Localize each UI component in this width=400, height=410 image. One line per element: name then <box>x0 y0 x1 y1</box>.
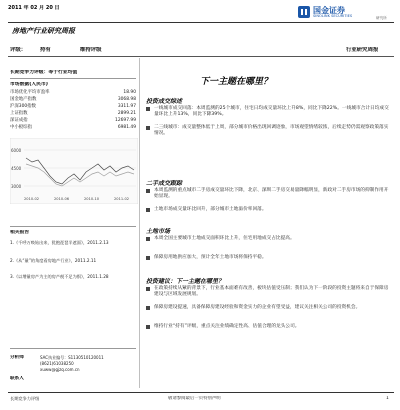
market-data-row <box>10 90 136 96</box>
market-data-value: 6981.49 <box>117 125 136 130</box>
section-paragraph: 二三线城市：成交量整体低于上周，部分城市价格出现回调迹象，市场观望情绪较浓，后续走势仍需观察政策落实情况。 <box>154 125 389 137</box>
market-data-title: 市场数据(人民币) <box>10 82 48 87</box>
market-data-label: 沪深300指数 <box>10 104 36 109</box>
market-data-row <box>10 111 136 117</box>
x-tick: 2010-10 <box>84 197 100 201</box>
bullet-icon <box>146 287 150 291</box>
footer-left: 长期竞争力评级 <box>10 396 40 401</box>
page-number: 1 <box>386 396 389 401</box>
section-paragraph: 本周全国主要城市土地成交面积环比上升，住宅用地成交占比提高。 <box>154 236 295 241</box>
analyst-label: 评级： <box>10 47 27 53</box>
bullet-icon <box>146 237 150 241</box>
column-divider <box>139 58 140 388</box>
analyst-contact: (8621)61038250 <box>40 361 74 366</box>
x-tick: 2010-02 <box>24 197 40 201</box>
report-type: 行业研究周报 <box>346 47 379 53</box>
analyst-name-label: 分析师 <box>10 355 24 360</box>
company-logo <box>298 4 396 22</box>
section-title: 土地市场 <box>146 228 171 235</box>
related-reports-title: 相关报告 <box>10 230 30 235</box>
section-paragraph: 在政策持续从紧的背景下，行业基本面难有改善，板块估值受压制；我们认为下一阶段的投资主题将来自于保障房建设与区域发展规划。 <box>154 286 389 298</box>
bullet-icon <box>146 256 150 260</box>
section-paragraph: 土地市场成交量环比回升，部分城市土地溢价率回落。 <box>154 207 267 212</box>
related-report[interactable]: 2.《从“量”的角度看房地产行业》，2011.2.11 <box>10 258 97 263</box>
section-paragraph: 一线城市成交回落：本周监测的25个城市，住宅日均成交量环比上升8%，同比下降22%。一线城市合计日均成交量环比上升13%，同比下降39%。 <box>154 106 389 118</box>
x-tick: 2010-06 <box>54 197 70 201</box>
bullet-icon <box>146 189 150 193</box>
left-rule-1 <box>10 78 136 79</box>
section-paragraph: 维持行业“持有”评级，重点关注业绩确定性高、估值合理的龙头公司。 <box>154 324 300 329</box>
contact-label: 联系人 <box>10 376 24 381</box>
left-rule-3 <box>10 348 136 349</box>
market-data-value: 18.90 <box>123 90 136 95</box>
bullet-icon <box>146 325 150 329</box>
main-title: 下一主题在哪里？ <box>200 77 273 87</box>
footer-disclaimer: 敬请参阅最后一页特别声明 <box>168 396 221 401</box>
logo-tag: 研究所 <box>376 16 387 20</box>
market-data-label: 深证成指 <box>10 118 28 123</box>
bullet-icon <box>146 126 150 130</box>
report-title: 房地产行业研究周报 <box>12 27 75 35</box>
market-data-value: 2899.21 <box>117 111 136 116</box>
section-title: 投资建议：下一主题在哪里？ <box>146 278 225 285</box>
market-data-row <box>10 125 136 131</box>
bullet-icon <box>146 306 150 310</box>
market-data-label: 国金地产指数 <box>10 97 37 102</box>
y-tick: 3000 <box>11 184 22 189</box>
report-date: 2011 年 02 月 20 日 <box>8 5 60 11</box>
analyst-contact: SAC执业编号：S1130510120011 <box>40 355 104 360</box>
logo-icon <box>298 6 310 18</box>
market-data-value: 3068.98 <box>117 97 136 102</box>
bullet-icon <box>146 208 150 212</box>
left-rule-2 <box>10 226 136 227</box>
market-data-row <box>10 104 136 110</box>
index-chart <box>10 138 138 204</box>
section-paragraph: 本周监测的重点城市二手房成交量环比下降，北京、深圳二手房交易量降幅明显，新政对二手房市场的抑制作用开始显现。 <box>154 188 389 200</box>
market-data-value: 12697.99 <box>115 118 136 123</box>
market-data-row <box>10 97 136 103</box>
section-title: 二手成交跟踪 <box>146 180 183 187</box>
related-report[interactable]: 1.《千呼万唤始出来，犹抱琵琶半遮面》，2011.2.13 <box>10 240 109 245</box>
logo-name: 国金证券 <box>313 6 345 15</box>
y-tick: 6000 <box>11 148 22 153</box>
market-data-value: 3311.97 <box>117 104 136 109</box>
bullet-icon <box>146 107 150 111</box>
header-rule <box>8 22 394 23</box>
y-tick: 4500 <box>11 166 22 171</box>
market-data-row <box>10 118 136 124</box>
market-data-label: 中小板综指 <box>10 125 32 130</box>
section-title: 投资成交综述 <box>146 98 183 105</box>
analyst-contact[interactable]: xuww@gjzq.com.cn <box>40 367 80 372</box>
related-report[interactable]: 3.《以增量房产为主的房产税不足为惧》，2011.1.28 <box>10 274 109 279</box>
market-data-label: 上证指数 <box>10 111 28 116</box>
rating-maintain: 维持评级 <box>80 47 102 53</box>
sub-header-rule <box>8 56 394 57</box>
section-paragraph: 保障房建设提速，具备保障房建设经验和资金实力的企业有望受益，建议关注相关公司的投资机会。 <box>154 305 361 310</box>
market-data-label: 市场优化平均市盈率 <box>10 90 50 95</box>
section-paragraph: 保障房用地供应加大，预计全年土地市场将保持平稳。 <box>154 255 267 260</box>
competitiveness-rating: 长期竞争力评级：等于行业均值 <box>10 70 78 75</box>
rating-value: 持有 <box>40 47 51 53</box>
logo-subtitle: SINOLINK SECURITIES <box>313 14 353 18</box>
x-tick: 2011-02 <box>114 197 130 201</box>
footer-rule <box>8 392 394 393</box>
